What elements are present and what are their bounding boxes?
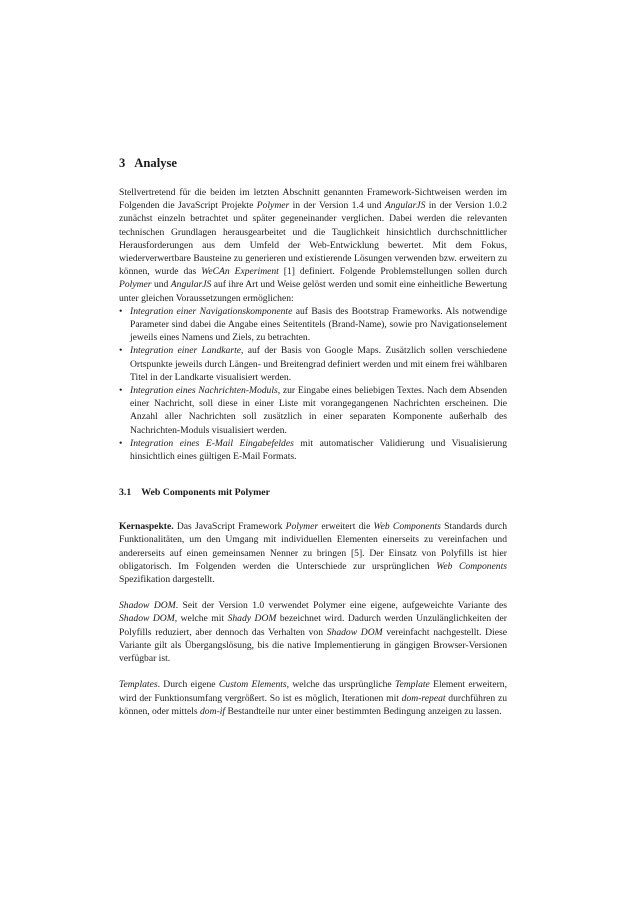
list-item	[119, 344, 507, 384]
term-polymer: Polymer	[285, 521, 319, 533]
term-polymer: Polymer	[119, 279, 152, 291]
text-run: . Seit der Version 1.0 verwendet Polymer eine eigene, aufgeweichte Variante des	[175, 600, 507, 612]
paragraph-shadow-dom	[119, 599, 507, 665]
paragraph-templates	[119, 678, 507, 718]
list-item	[119, 305, 507, 345]
intro-block	[119, 186, 507, 463]
text-run: [1] definiert. Folgende Problemstellungen sollen durch	[278, 266, 507, 278]
list-item-title: Integration eines Nachrichten-Moduls	[130, 385, 278, 397]
list-item-text: mit automatischer Validierung und Visualisierung hinsichtlich eines gültigen E-Mail Formats.	[130, 437, 507, 463]
subsection-title: Web Components mit Polymer	[141, 487, 270, 499]
text-run: in der Version 1.4 und	[289, 200, 385, 212]
section-title: Analyse	[134, 156, 177, 170]
text-run: Das JavaScript Framework	[173, 521, 286, 533]
term-angularjs: AngularJS	[170, 279, 212, 291]
list-item-title: Integration einer Landkarte	[130, 345, 241, 357]
text-run: in der Version 1.0.2 zunächst einzeln betrachtet und später gegeneinander verglichen. Dabei werden die relevanten technischen Grundlagen herausgearbeitet und die Tauglichkeit hinsichtlich durchschnittlicher Herausforderungen aus dem Umfeld der Web-Entwicklung bewertet. Mit dem Fokus, wiederverwertbare Bausteine zu generieren und existierende Lösungen verwenden bzw. erweitern zu können, wurde das	[119, 200, 507, 278]
text-run: Stellvertretend für die beiden im letzten Abschnitt genannten Framework-Sichtweisen werden im Folgenden die JavaScript Projekte	[119, 187, 507, 212]
term-dom-if: dom-if	[200, 705, 226, 717]
section-number: 3	[119, 156, 126, 170]
text-run: , welche das ursprüngliche	[286, 679, 395, 691]
subsection-number: 3.1	[119, 487, 132, 499]
section-heading	[119, 156, 507, 171]
text-run: Element erweitern, wird der Funktionsumfang vergrößert. So ist es möglich, Iterationen mit	[119, 679, 507, 704]
text-run: und	[151, 279, 171, 291]
paragraph-lead: Templates	[119, 679, 158, 691]
term-dom-repeat: dom-repeat	[401, 692, 446, 704]
term-polymer: Polymer	[256, 200, 290, 212]
term-shadow-dom: Shadow DOM	[326, 626, 383, 638]
list-item-title: Integration einer Navigationskomponente	[130, 305, 293, 317]
list-item-text: , auf der Basis von Google Maps. Zusätzlich sollen verschiedene Ortspunkte jeweils durch Längen- und Breitengrad definiert werden und mit einem frei wählbaren Titel in der Landkarte visualisiert werden.	[130, 345, 507, 383]
text-run: bezeichnet wird. Dadurch werden Unzulänglichkeiten der Polyfills reduziert, aber dennoch das Verhalten von	[119, 613, 507, 638]
list-item-title: Integration eines E-Mail Eingabefeldes	[130, 437, 294, 449]
text-run: durchführen zu können, oder mittels	[119, 692, 508, 717]
text-run: auf ihre Art und Weise gelöst werden und somit eine einheitliche Bewertung unter gleichen Voraussetzungen ermöglichen:	[119, 279, 508, 304]
paragraph-lead: Kernaspekte.	[119, 521, 174, 533]
paragraph-kernaspekte	[119, 520, 507, 586]
term-wecan: WeCAn Experiment	[201, 266, 279, 278]
paragraph-lead: Shadow DOM	[119, 600, 176, 612]
term-shadow-dom: Shadow DOM	[119, 613, 175, 625]
term-angularjs: AngularJS	[384, 200, 426, 212]
text-run: vereinfacht nachgestellt. Diese Variante gilt als Übergangslösung, bis die native Implementierung in gängigen Browser-Versionen verfügbar ist.	[119, 626, 507, 665]
requirements-list	[119, 305, 507, 463]
term-shady-dom: Shady DOM	[227, 613, 277, 625]
document-page	[119, 156, 507, 731]
term-web-components: Web Components	[436, 560, 507, 572]
term-template: Template	[394, 679, 430, 691]
text-run: Spezifikation dargestellt.	[119, 574, 215, 586]
text-run: erweitert die	[318, 521, 374, 533]
text-run: . Durch eigene	[157, 679, 219, 691]
list-item	[119, 384, 507, 437]
text-run: , welche mit	[174, 613, 228, 625]
list-item	[119, 437, 507, 463]
text-run: Standards durch Funktionalitäten, um den Umgang mit individuellen Elementen einerseits zu vereinfachen und andererseits auf einen gemeinsamen Nenner zu bringen [5]. Der Einsatz von Polyfills ist hier obligatorisch. Im Folgenden werden die Unterschiede zur ursprünglichen	[119, 521, 507, 572]
term-custom-elements: Custom Elements	[218, 679, 287, 691]
term-web-components: Web Components	[373, 521, 441, 533]
list-item-text: , zur Eingabe eines beliebigen Textes. Nach dem Absenden einer Nachricht, soll diese in einer Liste mit vorangegangenen Nachrichten erscheinen. Die Anzahl aller Nachrichten soll zusätzlich in einer separaten Komponente außerhalb des Nachrichten-Moduls visualisiert werden.	[130, 385, 507, 436]
list-item-text: auf Basis des Bootstrap Frameworks. Als notwendige Parameter sind dabei die Angabe eines Seitentitels (Brand-Name), sowie pro Navigationselement jeweils eines Namens und Ziels, zu betrachten.	[130, 305, 508, 344]
subsection-heading	[119, 486, 507, 499]
intro-paragraph	[119, 186, 507, 305]
text-run: Bestandteile nur unter einer bestimmten Bedingung anzeigen zu lassen.	[225, 705, 502, 717]
